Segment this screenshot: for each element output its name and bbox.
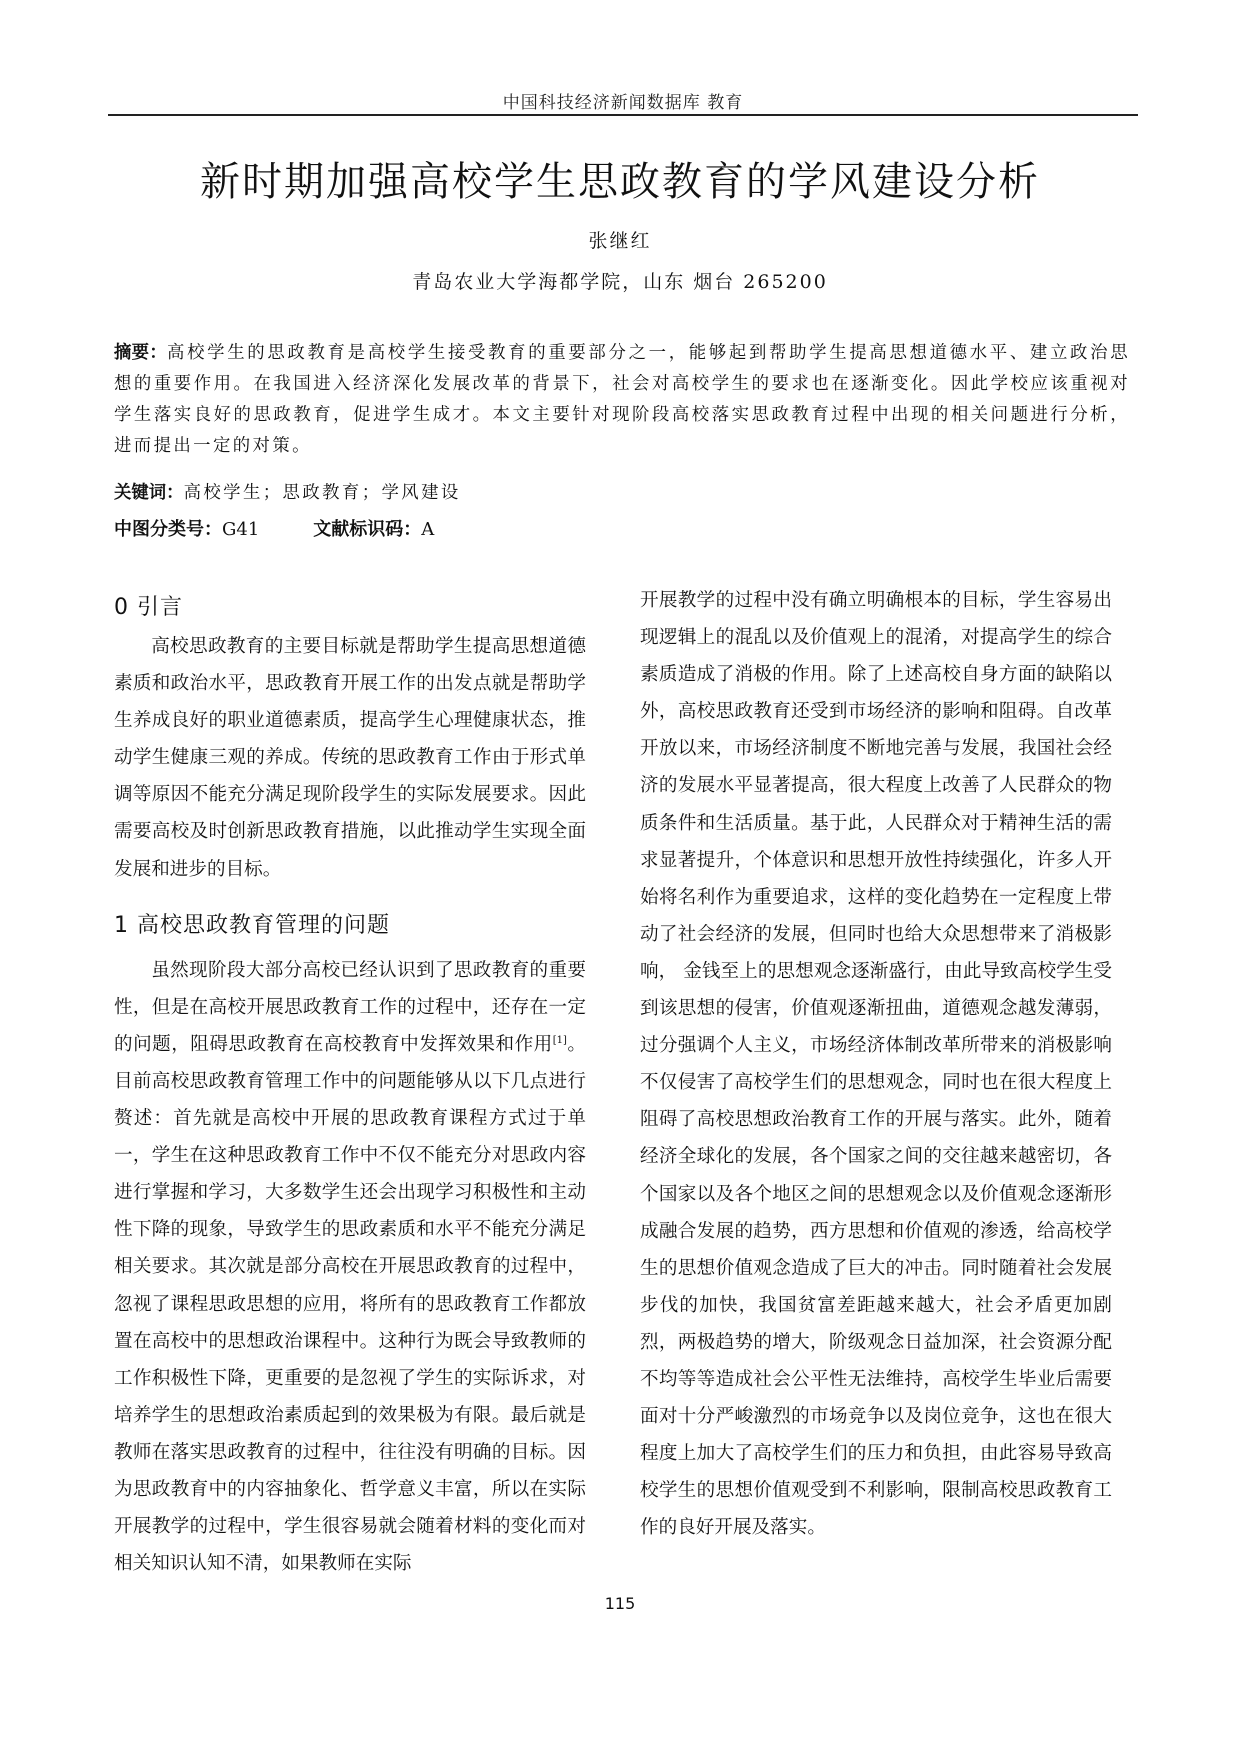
problems-text-b: 。目前高校思政教育管理工作中的问题能够从以下几点进行赘述：首先就是高校中开展的思政教育课程方式过于单一，学生在这种思政教育工作中不仅不能充分对思政内容进行掌握和学习，大多数学生还会出现学习积极性和主动性下降的现象，导致学生的思政素质和水平不能充分满足相关要求。其次就是部分高校在开展思政教育的过程中，忽视了课程思政思想的应用，将所有的思政教育工作都放置在高校中的思想政治课程中。这种行为既会导致教师的工作积极性下降，更重要的是忽视了学生的实际诉求，对培养学生的思想政治素质起到的效果极为有限。最后就是教师在落实思政教育的过程中，往往没有明确的目标。因为思政教育中的内容抽象化、哲学意义丰富，所以在实际开展教学的过程中，学生很容易就会随着材料的变化而对相关知识认知不清，如果教师在实际	[114, 1033, 586, 1575]
section-heading-problems: 1 高校思政教育管理的问题	[114, 912, 390, 938]
clc-value: G41	[222, 519, 260, 540]
intro-paragraph: 高校思政教育的主要目标就是帮助学生提高思想道德素质和政治水平，思政教育开展工作的出发点就是帮助学生养成良好的职业道德素质，提高学生心理健康状态，推动学生健康三观的养成。传统的思政教育工作由于形式单调等原因不能充分满足现阶段学生的实际发展要求。因此需要高校及时创新思政教育措施，以此推动学生实现全面发展和进步的目标。	[114, 636, 586, 880]
page-number: 115	[604, 1594, 636, 1613]
left-column	[114, 588, 586, 1582]
article-title: 新时期加强高校学生思政教育的学风建设分析	[200, 159, 1040, 205]
abstract-text: 高校学生的思政教育是高校学生接受教育的重要部分之一，能够起到帮助学生提高思想道德水平、建立政治思想的重要作用。在我国进入经济深化发展改革的背景下，社会对高校学生的要求也在逐渐变化。因此学校应该重视对学生落实良好的思政教育，促进学生成才。本文主要针对现阶段高校落实思政教育过程中出现的相关问题进行分析，进而提出一定的对策。	[114, 343, 1130, 456]
keywords-label: 关键词：	[114, 483, 184, 503]
header-rule	[108, 114, 1138, 116]
keywords	[114, 478, 461, 503]
section-heading-intro: 0 引言	[114, 595, 183, 620]
keywords-text: 高校学生；思政教育；学风建设	[183, 483, 461, 503]
running-header: 中国科技经济新闻数据库 教育	[502, 93, 744, 113]
article-author: 张继红	[588, 230, 652, 252]
abstract-label: 摘要：	[114, 343, 168, 363]
classification-row	[114, 515, 434, 541]
clc-label: 中图分类号：	[114, 519, 222, 540]
author-affiliation: 青岛农业大学海都学院，山东 烟台 265200	[412, 271, 828, 293]
doc-code-label: 文献标识码：	[313, 519, 422, 540]
right-column	[640, 582, 1112, 1546]
problems-paragraph	[114, 952, 586, 1583]
problems-paragraph-continued: 开展教学的过程中没有确立明确根本的目标，学生容易出现逻辑上的混乱以及价值观上的混淆，对提高学生的综合素质造成了消极的作用。除了上述高校自身方面的缺陷以外，高校思政教育还受到市场经济的影响和阻碍。自改革开放以来，市场经济制度不断地完善与发展，我国社会经济的发展水平显著提高，很大程度上改善了人民群众的物质条件和生活质量。基于此，人民群众对于精神生活的需求显著提升，个体意识和思想开放性持续强化，许多人开始将名利作为重要追求，这样的变化趋势在一定程度上带动了社会经济的发展，但同时也给大众思想带来了消极影响， 金钱至上的思想观念逐渐盛行，由此导致高校学生受到该思想的侵害，价值观逐渐扭曲，道德观念越发薄弱，过分强调个人主义，市场经济体制改革所带来的消极影响不仅侵害了高校学生们的思想观念，同时也在很大程度上阻碍了高校思想政治教育工作的开展与落实。此外，随着经济全球化的发展，各个国家之间的交往越来越密切，各个国家以及各个地区之间的思想观念以及价值观念逐渐形成融合发展的趋势，西方思想和价值观的渗透，给高校学生的思想价值观念造成了巨大的冲击。同时随着社会发展步伐的加快，我国贫富差距越来越大，社会矛盾更加剧烈，两极趋势的增大，阶级观念日益加深，社会资源分配不均等等造成社会公平性无法维持，高校学生毕业后需要面对十分严峻激烈的市场竞争以及岗位竞争，这也在很大程度上加大了高校学生们的压力和负担，由此容易导致高校学生的思想价值观受到不利影响，限制高校思政教育工作的良好开展及落实。	[640, 590, 1112, 1539]
abstract	[114, 338, 1130, 462]
problems-text-a: 虽然现阶段大部分高校已经认识到了思政教育的重要性，但是在高校开展思政教育工作的过程中，还存在一定的问题，阻碍思政教育在高校教育中发挥效果和作用	[114, 959, 586, 1055]
doc-code-value: A	[421, 519, 435, 540]
citation-ref: [1]	[552, 1034, 567, 1046]
